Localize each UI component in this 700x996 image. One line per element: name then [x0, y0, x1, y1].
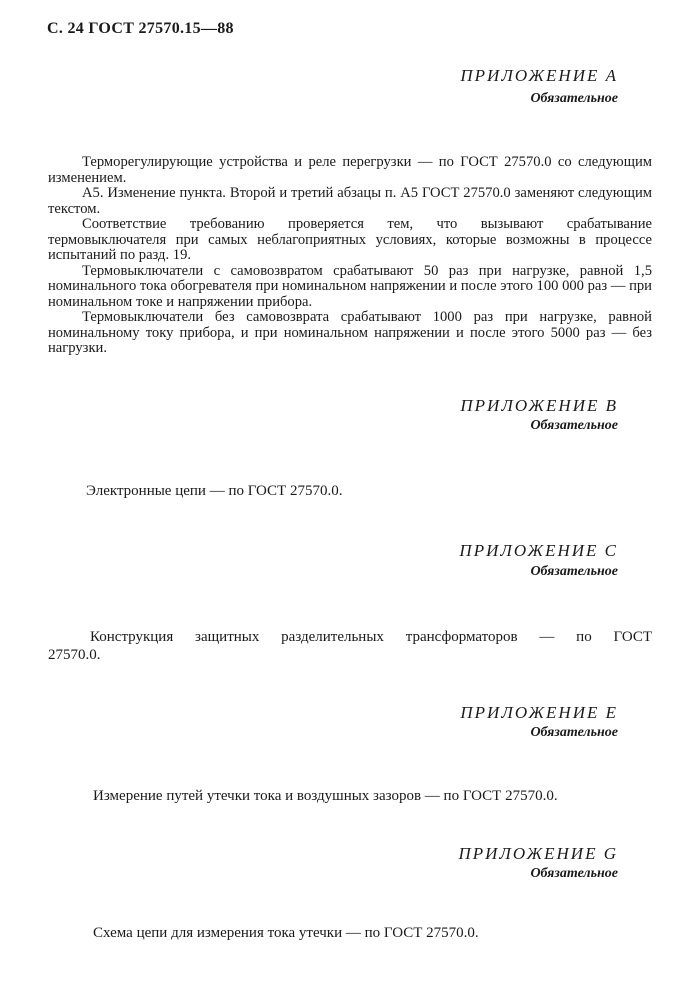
- appendix-a-title: ПРИЛОЖЕНИЕ А: [460, 66, 618, 85]
- appendix-c-body: [48, 628, 652, 664]
- appendix-b-subtitle: Обязательное: [530, 418, 618, 433]
- appendix-a-paragraph-5: Термовыключатели без самовозврата срабатывают 1000 раз при нагрузке, равной номинальному току прибора, и при номинальном напряжении и после этого 5000 раз — без нагрузки.: [48, 309, 652, 356]
- appendix-a-paragraph-4: Термовыключатели с самовозвратом срабатывают 50 раз при нагрузке, равной 1,5 номинального тока обогревателя при номинальном напряжении и после этого 100 000 раз — при номинальном токе и напряжении прибора.: [48, 262, 652, 310]
- appendix-e-subtitle: Обязательное: [530, 725, 618, 740]
- page-header: С. 24 ГОСТ 27570.15—88: [47, 20, 234, 37]
- appendix-a-paragraph-2: А5. Изменение пункта. Второй и третий абзацы п. А5 ГОСТ 27570.0 заменяют следующим текстом.: [48, 185, 652, 217]
- appendix-g-title: ПРИЛОЖЕНИЕ G: [458, 844, 618, 863]
- appendix-a-paragraph-1: Терморегулирующие устройства и реле перегрузки — по ГОСТ 27570.0 со следующим изменением.: [48, 154, 652, 186]
- appendix-c-title: ПРИЛОЖЕНИЕ С: [459, 541, 618, 560]
- appendix-b-text: Электронные цепи — по ГОСТ 27570.0.: [86, 483, 343, 499]
- appendix-a-subtitle: Обязательное: [530, 91, 618, 106]
- appendix-b-title: ПРИЛОЖЕНИЕ В: [460, 396, 618, 415]
- appendix-a-body: [48, 155, 652, 357]
- appendix-e-text: Измерение путей утечки тока и воздушных зазоров — по ГОСТ 27570.0.: [93, 788, 558, 804]
- appendix-g-text: Схема цепи для измерения тока утечки — по ГОСТ 27570.0.: [93, 925, 479, 941]
- appendix-a-paragraph-3: Соответствие требованию проверяется тем, что вызывают срабатывание термовыключателя при самых неблагоприятных условиях, которые возможны в процессе испытаний по разд. 19.: [48, 216, 652, 263]
- appendix-g-subtitle: Обязательное: [530, 866, 618, 881]
- appendix-e-title: ПРИЛОЖЕНИЕ Е: [460, 703, 618, 722]
- appendix-c-subtitle: Обязательное: [530, 564, 618, 579]
- appendix-c-text-line-1: Конструкция защитных разделительных трансформаторов — по ГОСТ: [90, 629, 652, 645]
- appendix-c-text-line-2: 27570.0.: [48, 647, 101, 663]
